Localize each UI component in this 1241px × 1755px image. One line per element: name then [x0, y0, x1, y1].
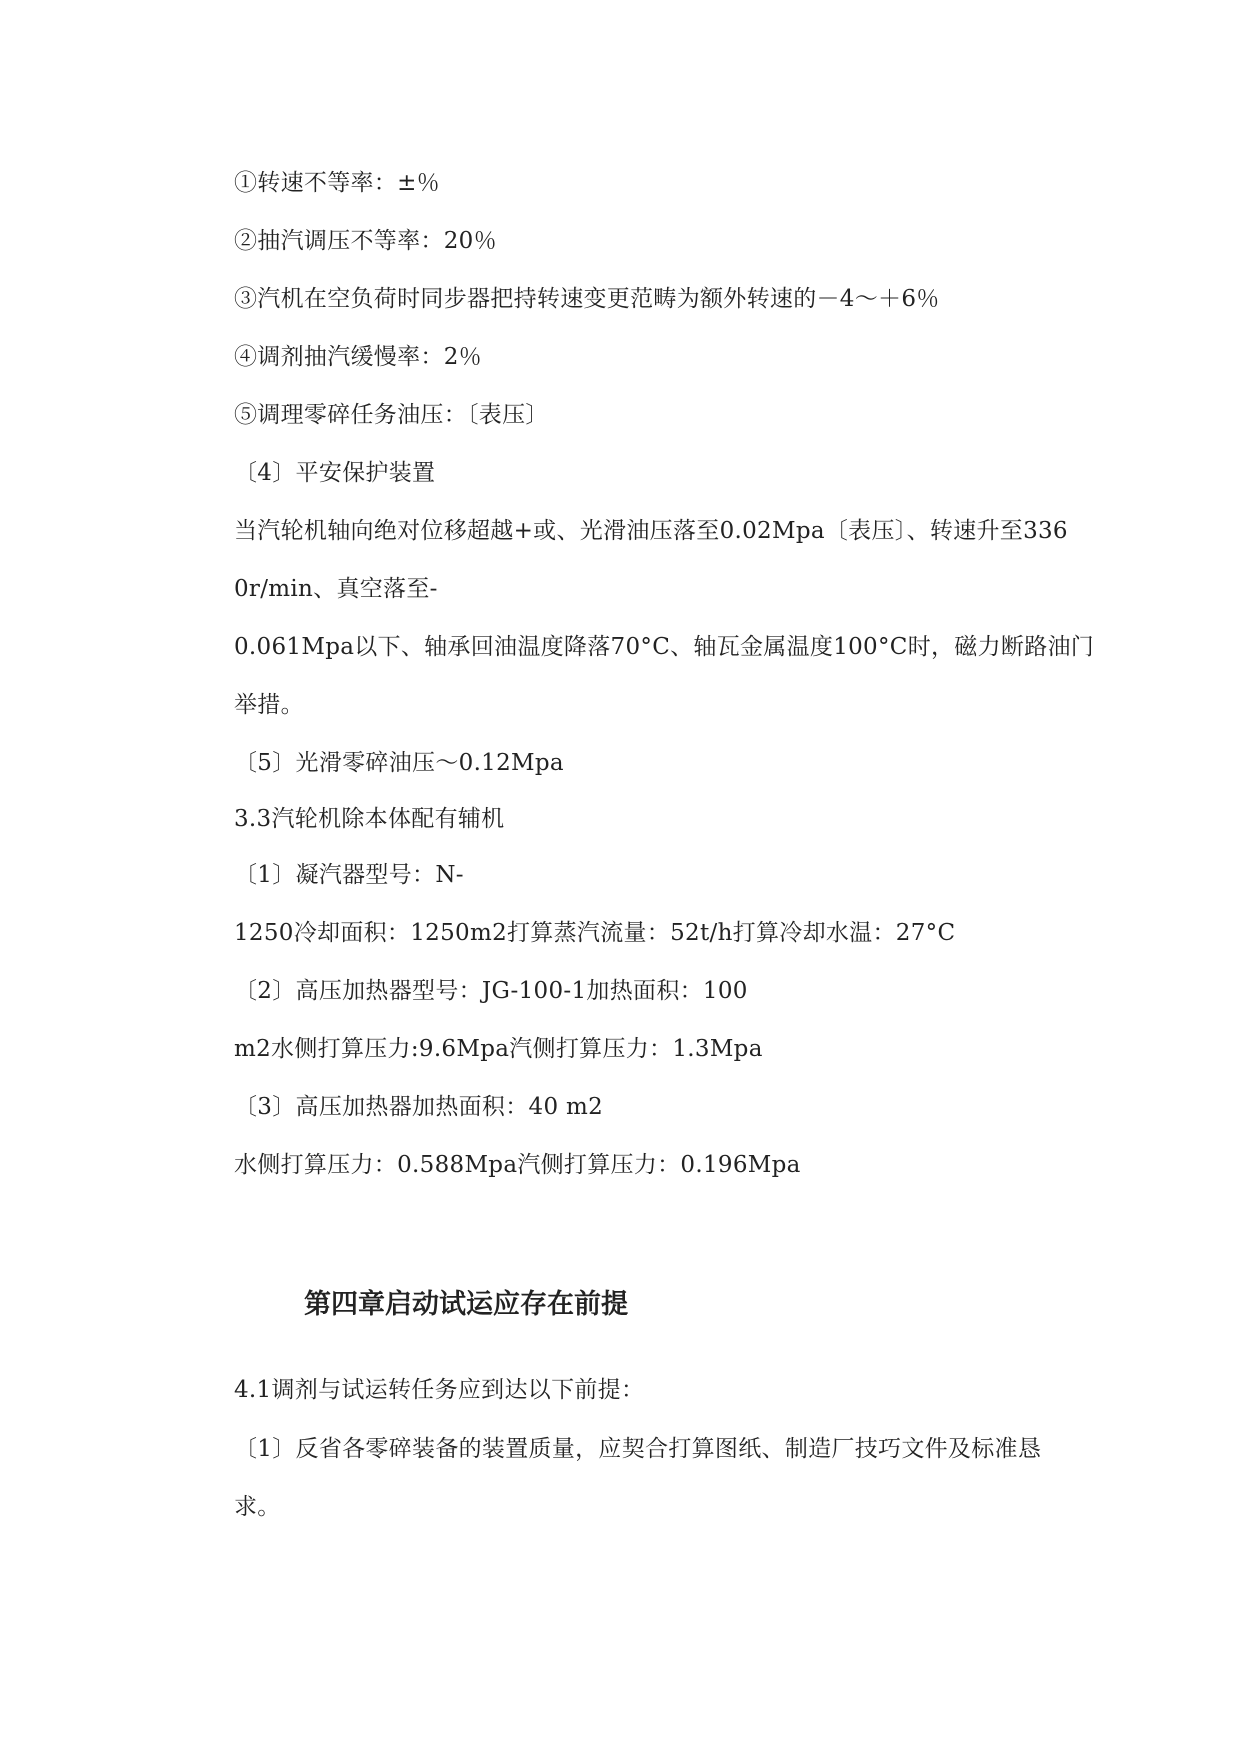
paragraph-line: 举措。: [234, 692, 304, 718]
section-lube-oil: 〔5〕光滑零碎油压～0.12Mpa: [234, 750, 564, 776]
spec-hp-heater-detail: m2水侧打算压力:9.6Mpa汽侧打算压力：1.3Mpa: [234, 1036, 763, 1062]
spec-condenser-detail: 1250冷却面积：1250m2打算蒸汽流量：52t/h打算冷却水温：27°C: [234, 920, 956, 946]
spec-synchronizer-range: ③汽机在空负荷时同步器把持转速变更范畴为额外转速的－4～＋6％: [234, 286, 940, 312]
spec-speed-regulation: ①转速不等率：±％: [234, 170, 440, 196]
paragraph-line: 0.061Mpa以下、轴承回油温度降落70°C、轴瓦金属温度100°C时，磁力断路油门: [234, 634, 1095, 660]
spec-hp-heater-2: 〔3〕高压加热器加热面积：40 m2: [234, 1094, 604, 1120]
spec-extraction-dead-band: ④调剂抽汽缓慢率：2％: [234, 344, 482, 370]
section-auxiliaries: 3.3汽轮机除本体配有辅机: [234, 806, 505, 832]
spec-extraction-pressure: ②抽汽调压不等率：20％: [234, 228, 497, 254]
section-safety-protection: 〔4〕平安保护装置: [234, 460, 436, 486]
paragraph-line: 当汽轮机轴向绝对位移超越+或、光滑油压落至0.02Mpa〔表压〕、转速升至336: [234, 518, 1068, 544]
chapter-title: 第四章启动试运应存在前提: [304, 1289, 628, 1320]
spec-hp-heater-2-detail: 水侧打算压力：0.588Mpa汽侧打算压力：0.196Mpa: [234, 1152, 801, 1178]
paragraph-line: 〔1〕反省各零碎装备的装置质量，应契合打算图纸、制造厂技巧文件及标准恳: [234, 1436, 1042, 1462]
spec-condenser: 〔1〕凝汽器型号：N-: [234, 862, 464, 888]
spec-oil-pressure: ⑤调理零碎任务油压：〔表压〕: [234, 402, 549, 428]
paragraph-line: 求。: [234, 1494, 281, 1520]
paragraph-line: 0r/min、真空落至-: [234, 576, 438, 602]
spec-hp-heater: 〔2〕高压加热器型号：JG-100-1加热面积：100: [234, 978, 748, 1004]
section-commissioning-conditions: 4.1调剂与试运转任务应到达以下前提：: [234, 1377, 645, 1403]
